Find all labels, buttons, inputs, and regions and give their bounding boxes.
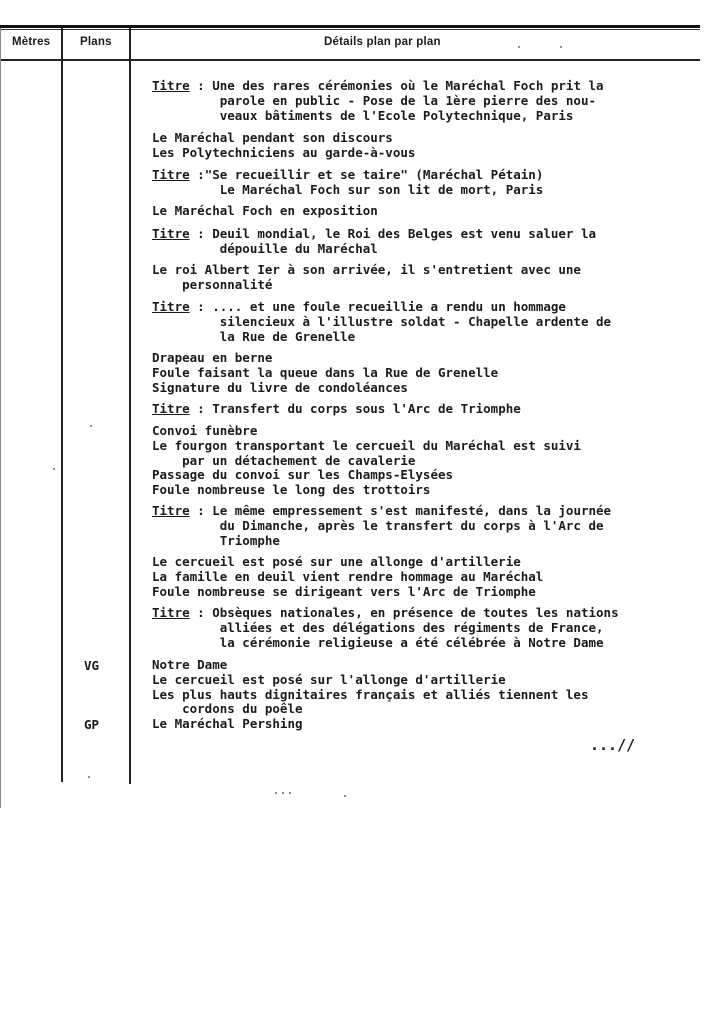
entry-shots-6 bbox=[152, 555, 697, 599]
entry-shots-3 bbox=[152, 263, 697, 293]
scan-speck bbox=[88, 776, 90, 778]
scan-speck bbox=[560, 46, 562, 48]
entry-text: Notre Dame Le cercueil est posé sur l'allonge d'artillerie Les plus hauts dignitaires français et alliés tiennent les cordons du poêle Le Maréchal Pershing bbox=[152, 657, 589, 732]
entry-shots-5 bbox=[152, 424, 697, 498]
scan-speck bbox=[344, 795, 346, 797]
entry-text: : Deuil mondial, le Roi des Belges est venu saluer la dépouille du Maréchal bbox=[197, 226, 597, 256]
continuation-mark: ...// bbox=[590, 736, 636, 754]
entry-text: Convoi funèbre Le fourgon transportant le cercueil du Maréchal est suivi par un détachement de cavalerie Passage du convoi sur les Champs-Elysées Foule nombreuse le long des trottoirs bbox=[152, 423, 581, 498]
table-top-rule-thin bbox=[0, 29, 700, 30]
scan-speck bbox=[90, 425, 92, 427]
scan-speck bbox=[518, 46, 520, 48]
entry-text: : .... et une foule recueillie a rendu un hommage silencieux à l'illustre soldat - Chapelle ardente de la Rue de Grenelle bbox=[197, 299, 612, 344]
entry-title-3 bbox=[152, 227, 697, 257]
entry-text: Le Maréchal Foch en exposition bbox=[152, 203, 378, 218]
entry-shots-7 bbox=[152, 658, 697, 732]
entry-title-2 bbox=[152, 168, 697, 198]
entry-title-1 bbox=[152, 79, 697, 123]
title-label: Titre bbox=[152, 605, 190, 620]
entry-text: : Obsèques nationales, en présence de toutes les nations alliées et des délégations des régiments de France, la cérémonie religieuse a été célébrée à Notre Dame bbox=[197, 605, 619, 650]
column-header-details: Détails plan par plan bbox=[324, 36, 441, 48]
header-separator bbox=[0, 59, 700, 61]
entry-text: Le Maréchal pendant son discours Les Polytechniciens au garde-à-vous bbox=[152, 130, 416, 160]
entry-text: :"Se recueillir et se taire" (Maréchal Pétain) Le Maréchal Foch sur son lit de mort, Paris bbox=[197, 167, 544, 197]
scan-speck bbox=[53, 468, 55, 470]
table-top-rule bbox=[0, 25, 700, 28]
entry-text: : Transfert du corps sous l'Arc de Triomphe bbox=[189, 401, 521, 416]
entry-shots-4 bbox=[152, 351, 697, 395]
plan-code-gp: GP bbox=[84, 717, 100, 732]
column-divider-plans bbox=[129, 28, 131, 784]
table-left-border bbox=[0, 28, 1, 808]
entry-shots-1 bbox=[152, 131, 697, 161]
scan-speck bbox=[289, 792, 291, 794]
title-label: Titre bbox=[152, 167, 190, 182]
title-label: Titre bbox=[152, 299, 190, 314]
column-divider-metres bbox=[61, 28, 63, 782]
title-label: Titre bbox=[152, 226, 190, 241]
column-header-plans: Plans bbox=[80, 36, 112, 48]
title-label: Titre bbox=[152, 503, 190, 518]
plan-code-vg: VG bbox=[84, 658, 100, 673]
entry-title-4 bbox=[152, 300, 697, 344]
entry-title-5 bbox=[152, 402, 697, 417]
entry-text: Le roi Albert Ier à son arrivée, il s'entretient avec une personnalité bbox=[152, 262, 581, 292]
entry-text: Drapeau en berne Foule faisant la queue dans la Rue de Grenelle Signature du livre de condoléances bbox=[152, 350, 499, 395]
scan-speck bbox=[275, 792, 277, 794]
title-label: Titre bbox=[152, 78, 190, 93]
entry-text: : Le même empressement s'est manifesté, dans la journée du Dimanche, après le transfert du corps à l'Arc de Triomphe bbox=[197, 503, 612, 548]
column-header-metres: Mètres bbox=[12, 36, 51, 48]
entry-text: Le cercueil est posé sur une allonge d'artillerie La famille en deuil vient rendre hommage au Maréchal Foule nombreuse se dirigeant vers l'Arc de Triomphe bbox=[152, 554, 544, 599]
entry-text: : Une des rares cérémonies où le Maréchal Foch prit la parole en public - Pose de la 1ère pierre des nou- veaux bâtiments de l'Ecole Polytechnique, Paris bbox=[197, 78, 604, 123]
entry-title-7 bbox=[152, 606, 697, 650]
entry-title-6 bbox=[152, 504, 697, 548]
entry-shots-2 bbox=[152, 204, 697, 219]
scan-speck bbox=[282, 792, 284, 794]
title-label: Titre bbox=[152, 401, 190, 416]
